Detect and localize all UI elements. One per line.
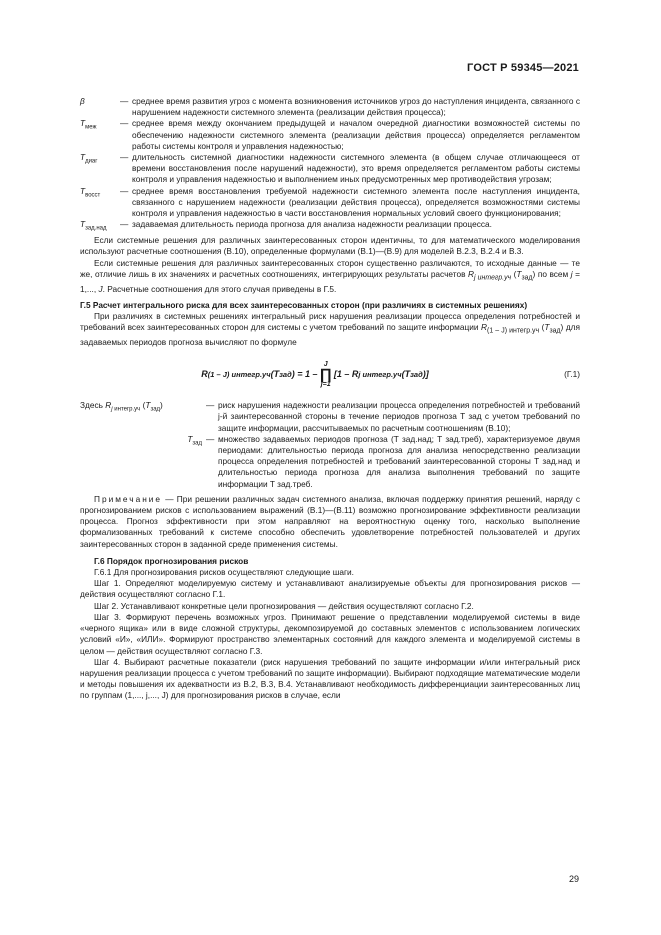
page-number: 29 <box>568 874 579 884</box>
definition-term: β <box>80 96 85 106</box>
section-heading-g5: Г.5 Расчет интегрального риска для всех заинтересованных сторон (при различиях в системных решениях) <box>80 299 528 310</box>
definition-row: $T_{диаг}$ — длительность системной диагностики надежности системного элемента (в общем случае отличающееся от времени восстановления после нарушений надежности), это время определяется регламентом работы системы контроля и управления надежностью и выполнением иных предусмотренных мер противодействия угрозам; <box>80 152 580 185</box>
definition-term: $T_{зад.над}$ <box>80 219 107 232</box>
product-operator: J ∏ j=1 <box>319 360 332 388</box>
formula-number: (Г.1) <box>564 368 580 379</box>
step-paragraph: Шаг 2. Устанавливают конкретные цели прогнозирования — действия осуществляют согласно Г.2. <box>94 600 474 611</box>
formula-g1 <box>80 350 580 398</box>
paragraph-identical-solutions: Если системные решения для различных заинтересованных сторон идентичны, то для математического моделирования используют расчетные соотношения (В.10), определенные формулами (В.1)—(В.9) для моделей В.2.3, В.2.4 и В.3. <box>80 235 580 257</box>
definition-row: $T_{зад.над}$ — задаваемая длительность периода прогноза для анализа надежности реализации процесса. <box>80 219 580 235</box>
explanation-term: Здесь $R_{j интегр.уч}$ $(T_{зад})$ <box>80 400 163 413</box>
explanation-row: $T_{зад}$ — множество задаваемых периодов прогноза (T зад.над; T зад.треб), характеризуемое двумя периодами: длительностью периода прогноза для анализа непосредственно реализации процесса определения потребностей и требований заинтересованной стороны T зад.над и длительностью периода прогноза для анализа выполнения требований по защите информации T зад.треб. <box>80 434 580 490</box>
definition-term: $T_{восст}$ <box>80 185 101 199</box>
section-heading-g6: Г.6 Порядок прогнозирования рисков <box>94 555 249 566</box>
definition-text: длительность системной диагностики надежности системного элемента (в общем случае отличающееся от времени восстановления после нарушений надежности), это время определяется регламентом работы системы контроля и управления надежностью и выполнением иных предусмотренных мер противодействия угрозам; <box>132 152 580 185</box>
definition-term: $T_{меж}$ <box>80 118 97 132</box>
definition-row: $T_{меж}$ — среднее время между окончанием предыдущей и началом очередной диагностики возможностей системы по обеспечению надежности системного элемента (реализации действия процесса) определяется регламентом работы системы контроля и управления надежностью; <box>80 118 580 151</box>
explanation-text: множество задаваемых периодов прогноза (T зад.над; T зад.треб), характеризуемое двумя периодами: длительностью периода прогноза для анализа непосредственно реализации процесса определения потребностей и требований заинтересованной стороны T зад.над и длительностью периода прогноза для анализа выполнения требований по защите информации T зад.треб. <box>218 433 580 489</box>
paragraph-different-solutions: Если системные решения для различных заинтересованных сторон существенно различаются, то исходные данные — те же, отличие лишь в их значениях и расчетных соотношениях, интегрирующих результаты расчетов $R_{j интегр.уч}$ $(T_{зад})$ по всем j = 1,..., J. Расчетные соотношения для этого случая приведены в Г.5. <box>80 257 580 294</box>
explanation-term: $T_{зад}$ <box>187 433 202 447</box>
explanation-row: Здесь $R_{j интегр.уч}$ $(T_{зад})$ — риск нарушения надежности реализации процесса определения потребностей и требований j-й заинтересованной стороны в течение периодов прогноза T зад с учетом требований по защите информации, рассчитываемых по расчетным соотношениям (В.10); <box>80 400 580 433</box>
definition-text: среднее время между окончанием предыдущей и началом очередной диагностики возможностей системы по обеспечению надежности системного элемента (реализации действия процесса) определяется регламентом работы системы контроля и управления надежностью; <box>132 118 580 151</box>
definition-text: задаваемая длительность периода прогноза для анализа надежности реализации процесса. <box>132 219 492 230</box>
definitions-list <box>80 96 580 235</box>
step-paragraph: Шаг 1. Определяют моделируемую систему и устанавливают анализируемые объекты для прогнозирования рисков — действия осуществляют согласно Г.1. <box>80 578 580 600</box>
step-paragraph: Г.6.1 Для прогнозирования рисков осуществляют следующие шаги. <box>94 567 354 578</box>
definition-term: $T_{диаг}$ <box>80 152 98 165</box>
definition-row: $T_{восст}$ — среднее время восстановления требуемой надежности системного элемента после наступления инцидента, связанного с нарушением надежности (реализации действия процесса), определяется возможностями системы контроля и управления надежностью в части восстановления нормальных условий своего функционирования; <box>80 185 580 219</box>
definition-text: среднее время восстановления требуемой надежности системного элемента после наступления инцидента, связанного с нарушением надежности (реализации действия процесса), определяется возможностями системы контроля и управления надежностью в части восстановления нормальных условий своего функционирования; <box>132 185 580 219</box>
definition-text: среднее время развития угроз с момента возникновения источников угроз до наступления инцидента, связанного с нарушением надежности системного элемента (реализации действия процесса); <box>132 96 580 118</box>
step-paragraph: Шаг 3. Формируют перечень возможных угроз. Принимают решение о представлении моделируемой системы в виде «черного ящика» или в виде сложной структуры, декомпозируемой до составных элементов с использованием логических условий «И», «ИЛИ». Формируют пространство элементарных состояний для каждого элемента и моделируемой системы в целом — действия осуществляют согласно Г.3. <box>80 611 580 656</box>
explanation-text: риск нарушения надежности реализации процесса определения потребностей и требований j-й заинтересованной стороны в течение периодов прогноза T зад с учетом требований по защите информации, рассчитываемых по расчетным соотношениям (В.10); <box>218 400 580 433</box>
formula-expression: R (1 – J) интегр.уч (T зад ) = 1 – J ∏ j=1 [1 – R j интегр.уч (T зад )] <box>201 360 429 388</box>
note-label: Примечание <box>94 493 163 504</box>
standard-header: ГОСТ Р 59345—2021 <box>467 62 579 74</box>
definition-row: β — среднее время развития угроз с момента возникновения источников угроз до наступления инцидента, связанного с нарушением надежности системного элемента (реализации действия процесса); <box>80 96 580 118</box>
page-body <box>80 96 580 702</box>
note-paragraph: Примечание — При решении различных задач системного анализа, включая поддержку принятия решений, наряду с прогнозированием рисков с использованием выражений (В.1)—(В.11) возможно прогнозирование эффективности реализации процесса. Прогноз эффективности при этом направляют на вероятностную оценку того, насколько выполнение формализованных требований к системе способно обеспечить удовлетворение потребностей пользователей и других заинтересованных сторон в заданной среде применения системы. <box>80 493 580 549</box>
step-paragraph: Шаг 4. Выбирают расчетные показатели (риск нарушения требований по защите информации и/или интегральный риск нарушения реализации процесса с учетом требований по защите информации). Выбирают подходящие математические модели и методы повышения их адекватности из В.2, В.3, В.4. Устанавливают необходимость дифференциации заинтересованных лиц по группам (1,..., j,..., J) для прогнозирования рисков в случае, если <box>80 656 580 701</box>
paragraph-integral-risk: При различиях в системных решениях интегральный риск нарушения реализации процесса определения потребностей и требований всех заинтересованных сторон для системы с учетом требований по защите информации $R_{(1 - J) интегр.уч}$ $(T_{зад})$ для задаваемых периодов прогноза вычисляют по формуле <box>80 310 580 348</box>
